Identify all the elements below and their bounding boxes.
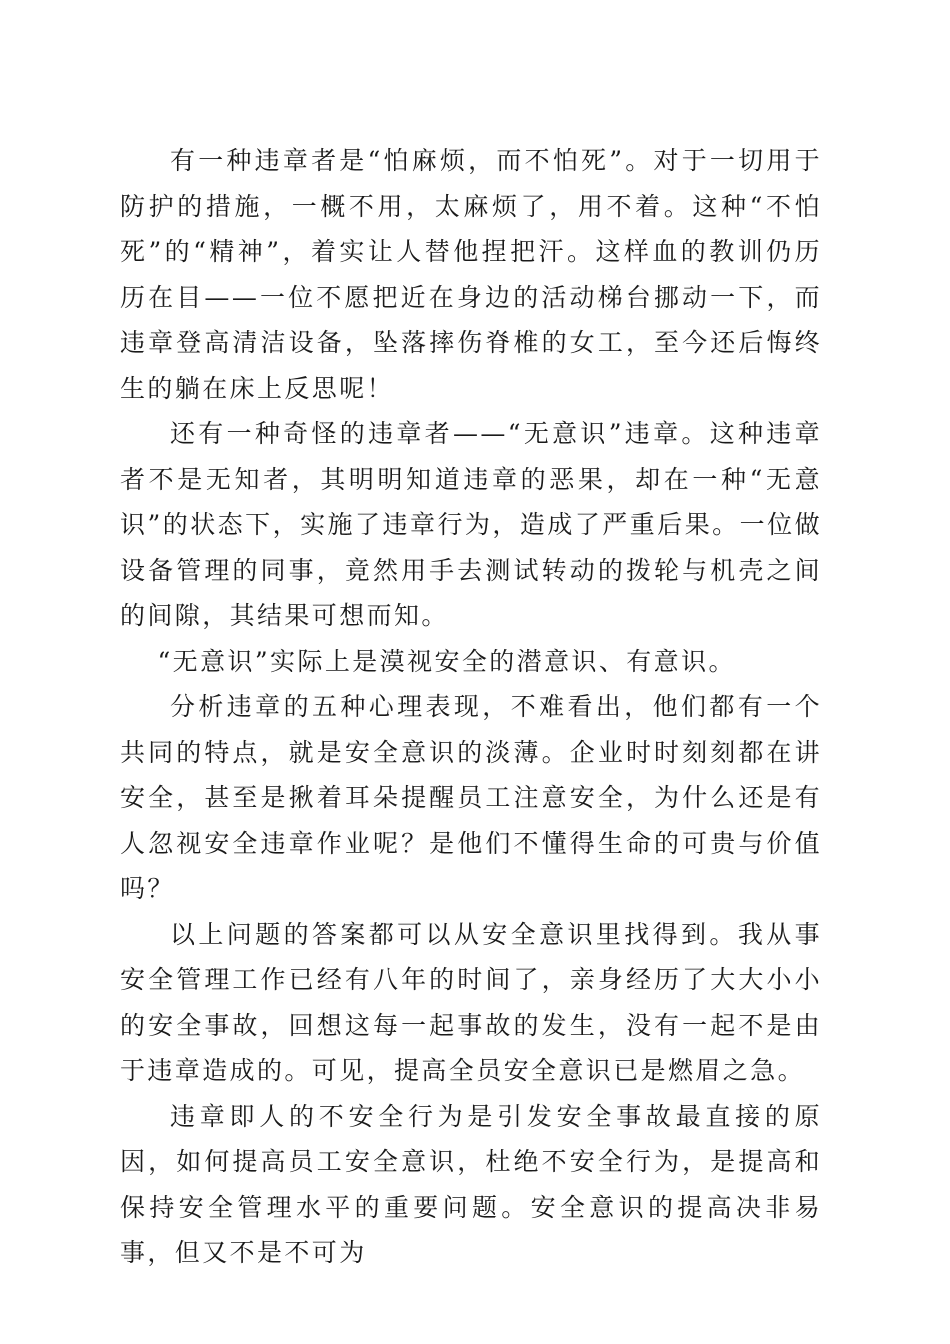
paragraph-4: 分析违章的五种心理表现，不难看出，他们都有一个共同的特点，就是安全意识的淡薄。企业时时刻刻都在讲安全，甚至是揪着耳朵提醒员工注意安全，为什么还是有人忽视安全违章作业呢？是他们不懂得生命的可贵与价值吗？ [120,692,822,903]
paragraph-2: 还有一种奇怪的违章者——“无意识”违章。这种违章者不是无知者，其明明知道违章的恶果，却在一种“无意识”的状态下，实施了违章行为，造成了严重后果。一位做设备管理的同事，竟然用手去测试转动的拨轮与机壳之间的间隙，其结果可想而知。 [120,419,822,630]
document-body [120,138,822,1276]
paragraph-6: 违章即人的不安全行为是引发安全事故最直接的原因，如何提高员工安全意识，杜绝不安全行为，是提高和保持安全管理水平的重要问题。安全意识的提高决非易事，但又不是不可为 [120,1101,822,1267]
paragraph-3: “无意识”实际上是漠视安全的潜意识、有意识。 [157,646,736,676]
paragraph-1: 有一种违章者是“怕麻烦，而不怕死”。对于一切用于防护的措施，一概不用，太麻烦了，用不着。这种“不怕死”的“精神”，着实让人替他捏把汗。这样血的教训仍历历在目——一位不愿把近在身边的活动梯台挪动一下，而违章登高清洁设备，坠落摔伤脊椎的女工，至今还后悔终生的躺在床上反思呢！ [120,146,822,403]
paragraph-5: 以上问题的答案都可以从安全意识里找得到。我从事安全管理工作已经有八年的时间了，亲身经历了大大小小的安全事故，回想这每一起事故的发生，没有一起不是由于违章造成的。可见，提高全员安全意识已是燃眉之急。 [120,919,822,1085]
